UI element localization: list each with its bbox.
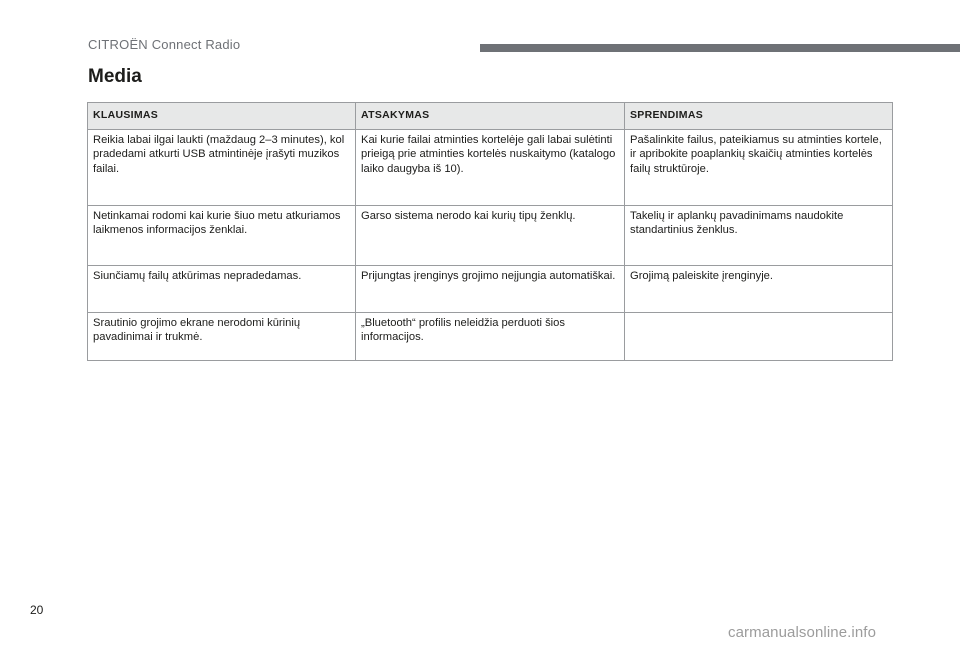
solution-cell: Takelių ir aplankų pavadinimams naudokite standartinius ženklus. [625, 206, 893, 266]
table-row [88, 313, 893, 361]
column-header-solution: SPRENDIMAS [625, 103, 893, 130]
section-title: Media [88, 66, 142, 87]
table-row [88, 266, 893, 313]
column-header-answer: ATSAKYMAS [356, 103, 625, 130]
answer-cell: Prijungtas įrenginys grojimo neįjungia automatiškai. [356, 266, 625, 313]
document-header-title: CITROËN Connect Radio [88, 37, 241, 52]
solution-cell [625, 313, 893, 361]
solution-cell: Pašalinkite failus, pateikiamus su atminties kortele, ir apribokite poaplankių skaičių atminties kortelės failų struktūroje. [625, 130, 893, 206]
watermark: carmanualsonline.info [728, 624, 877, 641]
table-row [88, 130, 893, 206]
answer-cell: Garso sistema nerodo kai kurių tipų ženklų. [356, 206, 625, 266]
question-cell: Siunčiamų failų atkūrimas nepradedamas. [88, 266, 356, 313]
table-header-row [88, 103, 893, 130]
column-header-question: KLAUSIMAS [88, 103, 356, 130]
question-cell: Srautinio grojimo ekrane nerodomi kūrinių pavadinimai ir trukmė. [88, 313, 356, 361]
table-row [88, 206, 893, 266]
question-cell: Reikia labai ilgai laukti (maždaug 2–3 minutes), kol pradedami atkurti USB atmintinėje įrašyti muzikos failai. [88, 130, 356, 206]
solution-cell: Grojimą paleiskite įrenginyje. [625, 266, 893, 313]
header-accent-bar [480, 44, 960, 52]
question-cell: Netinkamai rodomi kai kurie šiuo metu atkuriamos laikmenos informacijos ženklai. [88, 206, 356, 266]
faq-table [87, 102, 893, 361]
answer-cell: „Bluetooth“ profilis neleidžia perduoti šios informacijos. [356, 313, 625, 361]
page-number: 20 [30, 603, 44, 617]
answer-cell: Kai kurie failai atminties kortelėje gali labai sulėtinti prieigą prie atminties kortelės nuskaitymo (katalogo laiko daugyba iš 10). [356, 130, 625, 206]
